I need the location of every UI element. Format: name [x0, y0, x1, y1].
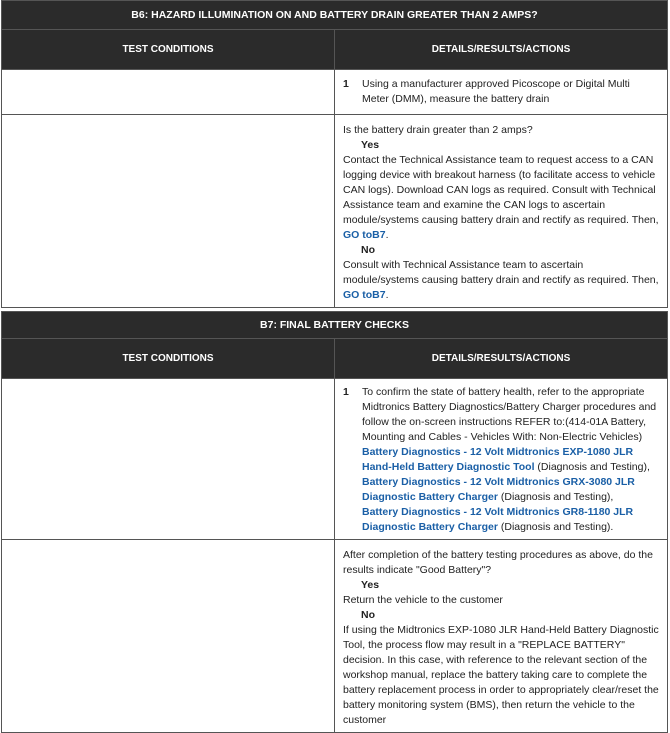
b7-col-details: DETAILS/RESULTS/ACTIONS	[335, 339, 668, 379]
b7-col-test-conditions: TEST CONDITIONS	[2, 339, 335, 379]
b7-question: After completion of the battery testing procedures as above, do the results indicate "Good Battery"?	[343, 549, 653, 576]
b6-step1-text: Using a manufacturer approved Picoscope or Digital Multi Meter (DMM), measure the battery drain	[362, 78, 630, 105]
b7-no-text: If using the Midtronics EXP-1080 JLR Hand-Held Battery Diagnostic Tool, the process flow may result in a "REPLACE BATTERY" decision. In this case, with reference to the relevant section of the workshop manual, replace the battery taking care to complete the battery replacement process in order to appropriately clear/reset the battery monitoring system (BMS), then return the vehicle to the customer	[343, 624, 659, 726]
b7-result	[335, 540, 668, 733]
b6-no-block: Consult with Technical Assistance team to ascertain module/systems causing battery drain and rectify as required. Then, GO toB7.	[343, 259, 659, 301]
b7-step1-text: To confirm the state of battery health, refer to the appropriate Midtronics Battery Diagnostics/Battery Charger procedures and follow the on-screen instructions REFER to:(414-01A Battery, Mounting and Cables - Vehicles With: Non-Electric Vehicles)	[362, 386, 657, 443]
b7-link1-block	[362, 445, 659, 475]
b6-no-label: No	[361, 244, 375, 256]
b7-link1-suffix: (Diagnosis and Testing),	[537, 461, 650, 473]
b7-title: B7: FINAL BATTERY CHECKS	[2, 312, 668, 339]
b7-step1	[335, 379, 668, 540]
b7-link3-block	[362, 505, 659, 535]
b7-step1-conditions	[2, 379, 335, 540]
b7-link2-block	[362, 475, 659, 505]
b7-link2-suffix: (Diagnosis and Testing),	[500, 491, 614, 503]
b6-yes-goto-b7-link[interactable]: GO toB7	[343, 229, 386, 241]
b7-table	[1, 311, 668, 733]
b7-result-conditions	[2, 540, 335, 733]
b7-link3-suffix: (Diagnosis and Testing).	[500, 521, 614, 533]
b6-result-conditions	[2, 115, 335, 308]
b6-question: Is the battery drain greater than 2 amps?	[343, 124, 533, 136]
b6-col-test-conditions: TEST CONDITIONS	[2, 30, 335, 70]
document	[1, 0, 668, 733]
b6-no-text: Consult with Technical Assistance team to ascertain module/systems causing battery drain and rectify as required. Then,	[343, 259, 659, 286]
b6-col-details: DETAILS/RESULTS/ACTIONS	[335, 30, 668, 70]
b7-no-label: No	[361, 609, 375, 621]
b6-yes-label: Yes	[361, 139, 380, 151]
b7-step1-number: 1	[343, 386, 349, 398]
b6-step1-number: 1	[343, 78, 349, 90]
b6-yes-block: Contact the Technical Assistance team to request access to a CAN logging device with breakout harness (to facilitate access to vehicle CAN logs). Download CAN logs as required. Consult with Technical Assistance team and examine the CAN logs to ascertain module/systems causing battery drain and rectify as required. Then, GO toB7.	[343, 154, 659, 241]
b6-title: B6: HAZARD ILLUMINATION ON AND BATTERY DRAIN GREATER THAN 2 AMPS?	[2, 1, 668, 30]
b6-step1	[335, 70, 668, 115]
b7-yes-label: Yes	[361, 579, 380, 591]
b7-yes-text: Return the vehicle to the customer	[343, 594, 503, 606]
b7-grx3080-link[interactable]: Battery Diagnostics - 12 Volt Midtronics GRX-3080 JLR Diagnostic Battery Charger	[362, 476, 635, 503]
b6-yes-text: Contact the Technical Assistance team to request access to a CAN logging device with breakout harness (to facilitate access to vehicle CAN logs). Download CAN logs as required. Consult with Technical Assistance team and examine the CAN logs to ascertain module/systems causing battery drain and rectify as required. Then,	[343, 154, 659, 226]
b6-step1-conditions	[2, 70, 335, 115]
b6-table	[1, 0, 668, 308]
b6-no-goto-b7-link[interactable]: GO toB7	[343, 289, 386, 301]
b7-gr81180-link[interactable]: Battery Diagnostics - 12 Volt Midtronics GR8-1180 JLR Diagnostic Battery Charger	[362, 506, 634, 533]
b6-result	[335, 115, 668, 308]
b7-exp1080-link[interactable]: Battery Diagnostics - 12 Volt Midtronics EXP-1080 JLR Hand-Held Battery Diagnostic Tool	[362, 446, 634, 473]
